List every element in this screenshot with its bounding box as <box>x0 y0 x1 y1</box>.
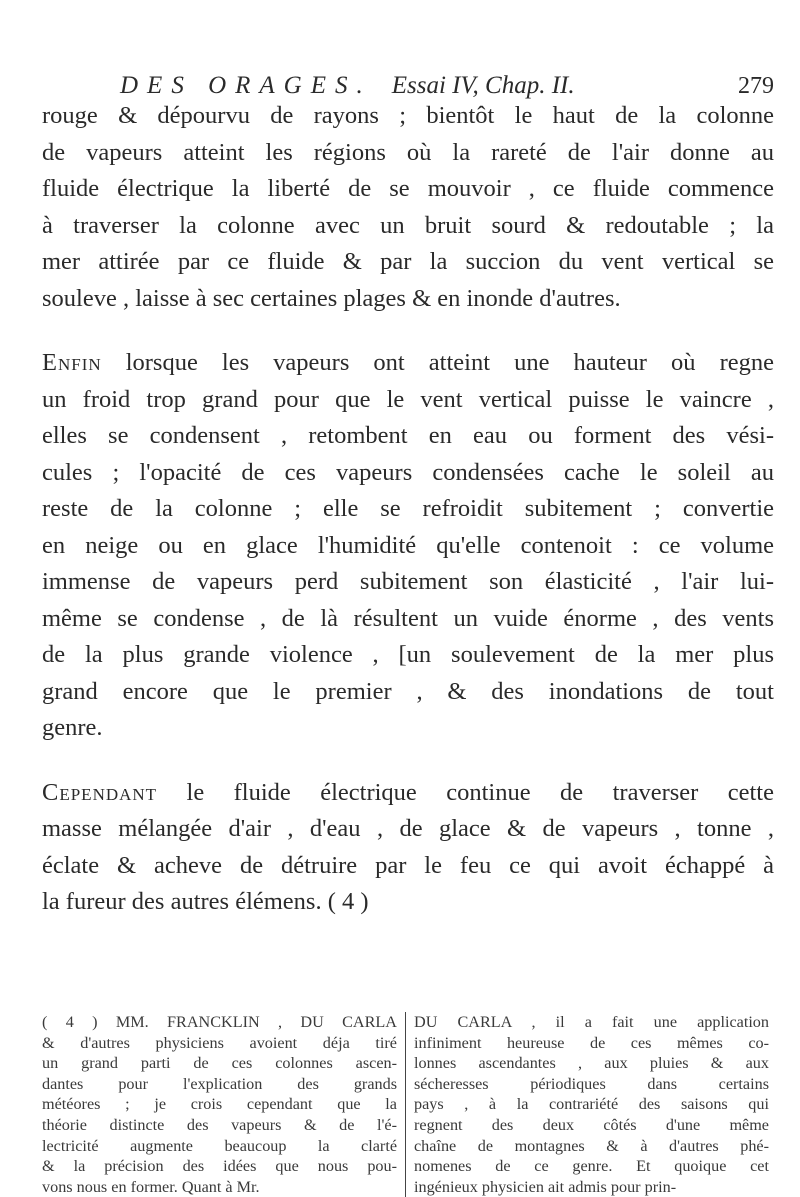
footnote-line: vons nous en former. Quant à Mr. <box>42 1177 260 1196</box>
text-line: de la plus grande violence , [un soulevement de la mer plus <box>42 641 774 668</box>
footnote-line: chaîne de montagnes & à d'autres phé- <box>414 1136 769 1155</box>
text-line <box>42 345 774 382</box>
footnote-line: lectricité augmente beaucoup la clarté <box>42 1136 397 1155</box>
text-line: fluide électrique la liberté de se mouvoir , ce fluide commence <box>42 175 774 202</box>
text-line: même se condense , de là résultent un vuide énorme , des vents <box>42 604 774 632</box>
footnote-line: ingénieux physicien ait admis pour prin- <box>414 1177 677 1196</box>
footnote-line: & la précision des idées que nous pou- <box>42 1157 397 1176</box>
footnote-line: ( 4 ) MM. FRANCKLIN , DU CARLA <box>42 1013 397 1031</box>
text-line-rest: le fluide électrique continue de traverser cette <box>157 778 774 806</box>
text-line: mer attirée par ce fluide & par la succion du vent vertical se <box>42 248 774 275</box>
main-text <box>42 98 774 921</box>
footnote-line: pays , à la contrariété des saisons qui <box>414 1095 769 1114</box>
text-line: cules ; l'opacité de ces vapeurs condensées cache le soleil au <box>42 458 774 486</box>
footnotes <box>42 1012 774 1197</box>
section-reference: Essai IV, Chap. II. <box>391 72 575 99</box>
footnote-line: théorie distincte des vapeurs & de l'é- <box>42 1115 397 1134</box>
paragraph <box>42 775 774 921</box>
footnote-line: un grand parti de ces colonnes ascen- <box>42 1054 397 1073</box>
footnote-line: & d'autres physiciens avoient déja tiré <box>42 1033 397 1052</box>
footnote-line: DU CARLA , il a fait une application <box>414 1013 769 1031</box>
footnote-line: lonnes ascendantes , aux pluies & aux <box>414 1054 769 1073</box>
footnote-column-right <box>405 1012 769 1197</box>
footnote-line: météores ; je crois cependant que la <box>42 1095 397 1114</box>
paragraph-lead: Cependant <box>42 778 158 806</box>
text-line: de vapeurs atteint les régions où la rareté de l'air donne au <box>42 138 774 166</box>
text-line: un froid trop grand pour que le vent vertical puisse le vaincre , <box>42 385 774 413</box>
running-title: DES ORAGES. <box>120 72 372 99</box>
paragraph <box>42 345 774 747</box>
footnote-line: infiniment heureuse de ces mêmes co- <box>414 1033 769 1052</box>
footnote-line: regnent des deux côtés d'une même <box>414 1115 769 1134</box>
footnote-line: dantes pour l'explication des grands <box>42 1074 397 1093</box>
text-line: rouge & dépourvu de rayons ; bientôt le haut de la colonne <box>42 102 774 129</box>
paragraph-lead: Enfin <box>42 349 102 376</box>
text-line: genre. <box>42 714 103 741</box>
text-line: elles se condensent , retombent en eau ou forment des vési- <box>42 422 774 449</box>
text-line: immense de vapeurs perd subitement son élasticité , l'air lui- <box>42 568 774 595</box>
text-line: éclate & acheve de détruire par le feu ce qui avoit échappé à <box>42 851 774 879</box>
footnote-line: sécheresses périodiques dans certains <box>414 1074 769 1093</box>
running-header <box>120 72 774 100</box>
footnote-column-left <box>42 1012 405 1197</box>
text-line: grand encore que le premier , & des inondations de tout <box>42 677 774 705</box>
text-line: souleve , laisse à sec certaines plages & en inonde d'autres. <box>42 284 621 312</box>
text-line: masse mélangée d'air , d'eau , de glace & de vapeurs , tonne , <box>42 815 774 842</box>
text-line: à traverser la colonne avec un bruit sourd & redoutable ; la <box>42 211 774 239</box>
text-line: reste de la colonne ; elle se refroidit subitement ; convertie <box>42 495 774 522</box>
text-line: en neige ou en glace l'humidité qu'elle contenoit : ce volume <box>42 531 774 559</box>
text-line: la fureur des autres élémens. ( 4 ) <box>42 888 369 915</box>
footnote-line: nomenes de ce genre. Et quoique cet <box>414 1157 769 1176</box>
paragraph <box>42 98 774 317</box>
page-number: 279 <box>738 73 774 99</box>
text-line-rest: lorsque les vapeurs ont atteint une hauteur où regne <box>101 349 774 376</box>
text-line <box>42 775 774 812</box>
